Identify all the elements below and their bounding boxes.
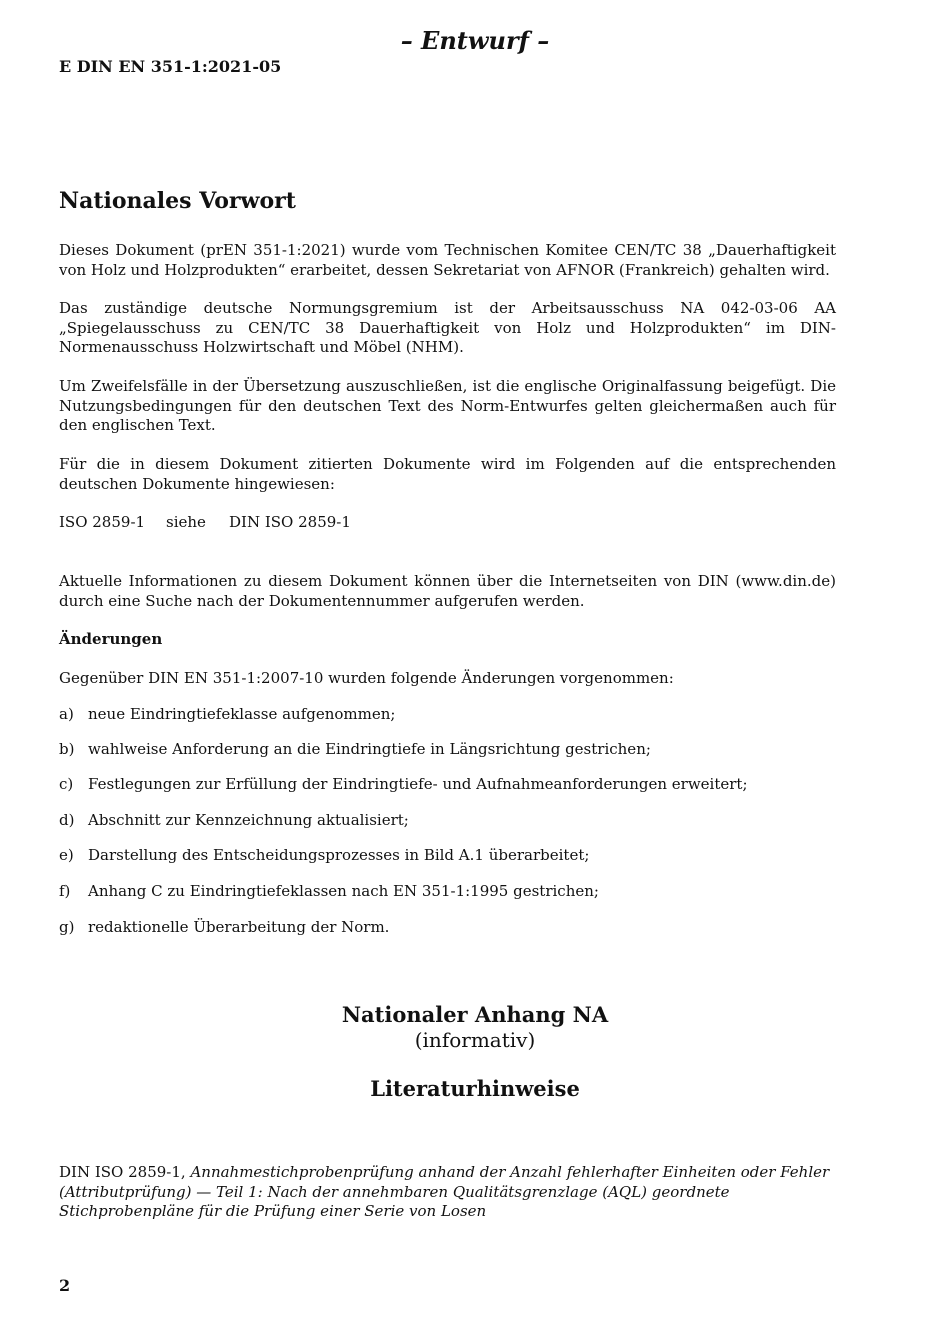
literature-heading: Literaturhinweise bbox=[370, 1076, 580, 1101]
paragraph: Um Zweifelsfälle in der Übersetzung auszuschließen, ist die englische Originalfassung beigefügt. Die Nutzungsbedingungen für den deutschen Text des Norm-Entwurfes gelten gleichermaßen auch für den englischen Text. bbox=[59, 377, 836, 434]
draft-mark: – Entwurf – bbox=[400, 26, 550, 55]
see-word: siehe bbox=[166, 513, 206, 531]
list-item bbox=[59, 775, 748, 793]
list-letter: d) bbox=[59, 811, 75, 829]
paragraph: Das zuständige deutsche Normungsgremium ist der Arbeitsausschuss NA 042-03-06 AA „Spiegelausschuss zu CEN/TC 38 Dauerhaftigkeit von Holz und Holzprodukten“ im DIN-Normenausschuss Holzwirtschaft und Möbel (NHM). bbox=[59, 299, 836, 356]
list-text: neue Eindringtiefeklasse aufgenommen; bbox=[88, 705, 396, 723]
page-number: 2 bbox=[59, 1276, 71, 1295]
list-letter: b) bbox=[59, 740, 75, 758]
annex-subtitle: (informativ) bbox=[414, 1028, 536, 1052]
list-letter: a) bbox=[59, 705, 74, 723]
list-item bbox=[59, 882, 599, 900]
list-item bbox=[59, 811, 409, 829]
list-letter: e) bbox=[59, 846, 74, 864]
list-text: Anhang C zu Eindringtiefeklassen nach EN 351-1:1995 gestrichen; bbox=[88, 882, 599, 900]
paragraph: Für die in diesem Dokument zitierten Dokumente wird im Folgenden auf die entsprechenden deutschen Dokumente hingewiesen: bbox=[59, 455, 836, 493]
changes-heading: Änderungen bbox=[59, 630, 163, 648]
list-text: Darstellung des Entscheidungsprozesses in Bild A.1 überarbeitet; bbox=[88, 846, 590, 864]
list-letter: f) bbox=[59, 882, 71, 900]
list-text: Abschnitt zur Kennzeichnung aktualisiert; bbox=[88, 811, 409, 829]
annex-title: Nationaler Anhang NA bbox=[341, 1002, 609, 1027]
iso-reference: ISO 2859-1 bbox=[59, 513, 146, 531]
changes-intro: Gegenüber DIN EN 351-1:2007-10 wurden folgende Änderungen vorgenommen: bbox=[59, 669, 674, 687]
list-letter: c) bbox=[59, 775, 74, 793]
literature-id: DIN ISO 2859-1, bbox=[59, 1163, 186, 1181]
list-text: Festlegungen zur Erfüllung der Eindringtiefe- und Aufnahmeanforderungen erweitert; bbox=[88, 775, 748, 793]
section-title-vorwort: Nationales Vorwort bbox=[59, 188, 296, 214]
list-item bbox=[59, 918, 389, 936]
list-item bbox=[59, 846, 589, 864]
list-item bbox=[59, 740, 651, 758]
reference-mapping-row bbox=[59, 513, 351, 531]
literature-entry bbox=[59, 1163, 849, 1222]
din-reference: DIN ISO 2859-1 bbox=[229, 513, 351, 531]
paragraph: Dieses Dokument (prEN 351-1:2021) wurde vom Technischen Komitee CEN/TC 38 „Dauerhaftigkeit von Holz und Holzprodukten“ erarbeitet, dessen Sekretariat von AFNOR (Frankreich) gehalten wird. bbox=[59, 241, 836, 279]
document-id: E DIN EN 351-1:2021-05 bbox=[59, 57, 282, 76]
list-text: redaktionelle Überarbeitung der Norm. bbox=[88, 918, 390, 936]
paragraph: Aktuelle Informationen zu diesem Dokument können über die Internetseiten von DIN (www.din.de) durch eine Suche nach der Dokumentennummer aufgerufen werden. bbox=[59, 572, 836, 610]
list-item bbox=[59, 705, 395, 723]
list-letter: g) bbox=[59, 918, 75, 936]
list-text: wahlweise Anforderung an die Eindringtiefe in Längsrichtung gestrichen; bbox=[88, 740, 651, 758]
literature-title: Annahmestichprobenprüfung anhand der Anzahl fehlerhafter Einheiten oder Fehler (Attributprüfung) — Teil 1: Nach der annehmbaren Qualitätsgrenzlage (AQL) geordnete Stichprobenpläne für die Prüfung einer Serie von Losen bbox=[59, 1163, 830, 1220]
